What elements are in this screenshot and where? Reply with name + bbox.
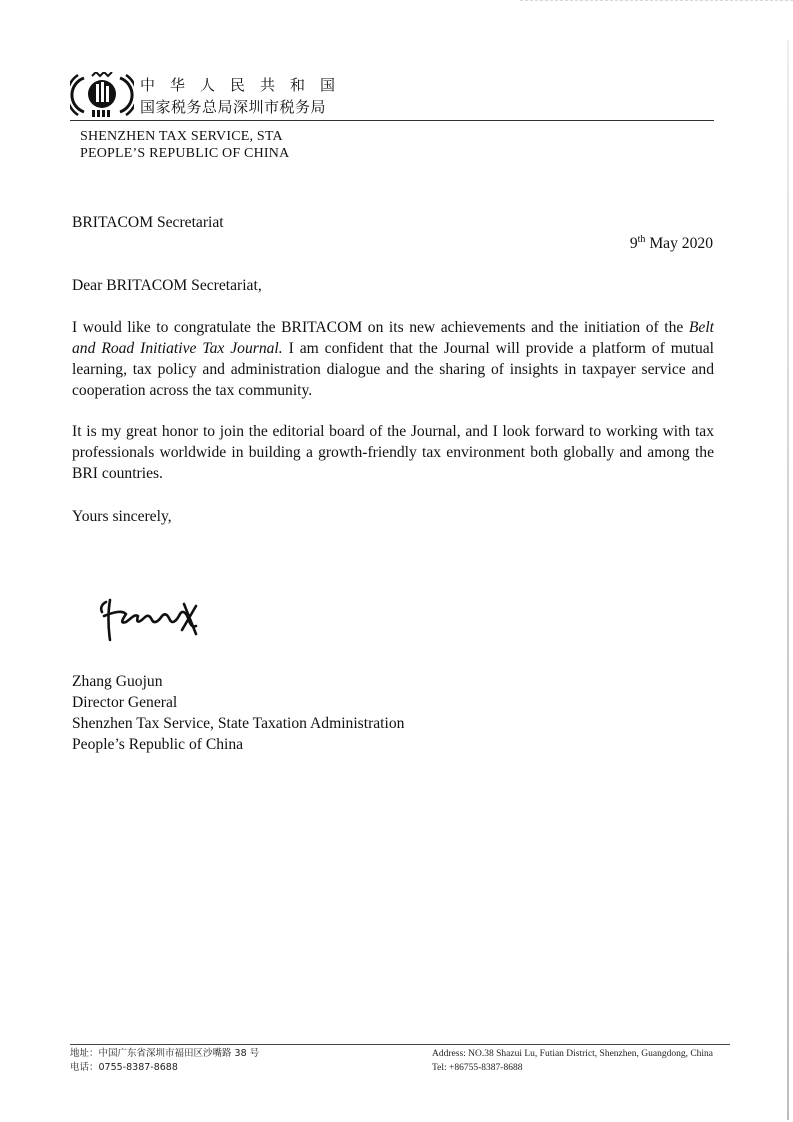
letterhead-cn-bureau: 国家税务总局深圳市税务局	[140, 98, 327, 116]
header-divider	[70, 120, 714, 121]
recipient: BRITACOM Secretariat	[72, 214, 224, 231]
paragraph-1-start: I would like to congratulate the BRITACOM on its new achievements and the initiation of the	[72, 319, 689, 336]
paragraph-2: It is my great honor to join the editorial board of the Journal, and I look forward to working with tax professionals worldwide in building a growth-friendly tax environment both globally and among the BRI countries.	[72, 423, 714, 482]
footer-cn-phone: 电话：0755-8387-8688	[70, 1062, 178, 1073]
footer-en-phone: Tel: +86755-8387-8688	[432, 1063, 523, 1073]
signer-country: People’s Republic of China	[72, 736, 244, 753]
date-rest: May 2020	[645, 235, 713, 252]
footer-en	[432, 1047, 713, 1075]
scan-artifact-top	[520, 0, 793, 2]
paragraph-1-end: I am confident that the Journal will provide a platform of mutual learning, tax policy and administration dialogue and the sharing of insights in taxpayer service and cooperation across the tax community.	[72, 340, 714, 399]
handwritten-signature	[92, 594, 216, 650]
date-day: 9	[629, 235, 638, 252]
letterhead-org-line2: PEOPLE’S REPUBLIC OF CHINA	[80, 146, 290, 161]
letterhead-cn-country: 中华人民共和国	[140, 76, 351, 94]
signature-block	[72, 671, 404, 755]
letterhead-org-line1: SHENZHEN TAX SERVICE, STA	[80, 129, 283, 144]
scan-artifact-edge	[787, 40, 789, 1120]
footer-divider	[70, 1044, 730, 1045]
letter-date	[630, 234, 713, 253]
journal-title: Belt and Road Initiative Tax Journal.	[72, 319, 714, 357]
signer-org: Shenzhen Tax Service, State Taxation Administration	[72, 715, 405, 732]
closing: Yours sincerely,	[72, 508, 172, 525]
footer-en-address: Address: NO.38 Shazui Lu, Futian District, Shenzhen, Guangdong, China	[432, 1049, 714, 1059]
footer-cn	[70, 1047, 259, 1075]
signer-name: Zhang Guojun	[72, 673, 163, 690]
greeting: Dear BRITACOM Secretariat,	[72, 277, 262, 294]
signer-title: Director General	[72, 694, 178, 711]
letterhead-org	[80, 128, 289, 162]
paragraph-1	[72, 317, 714, 401]
footer-cn-address: 地址：中国广东省深圳市福田区沙嘴路 38 号	[70, 1048, 260, 1059]
date-suffix: th	[637, 234, 646, 245]
tax-emblem-icon	[70, 72, 134, 118]
